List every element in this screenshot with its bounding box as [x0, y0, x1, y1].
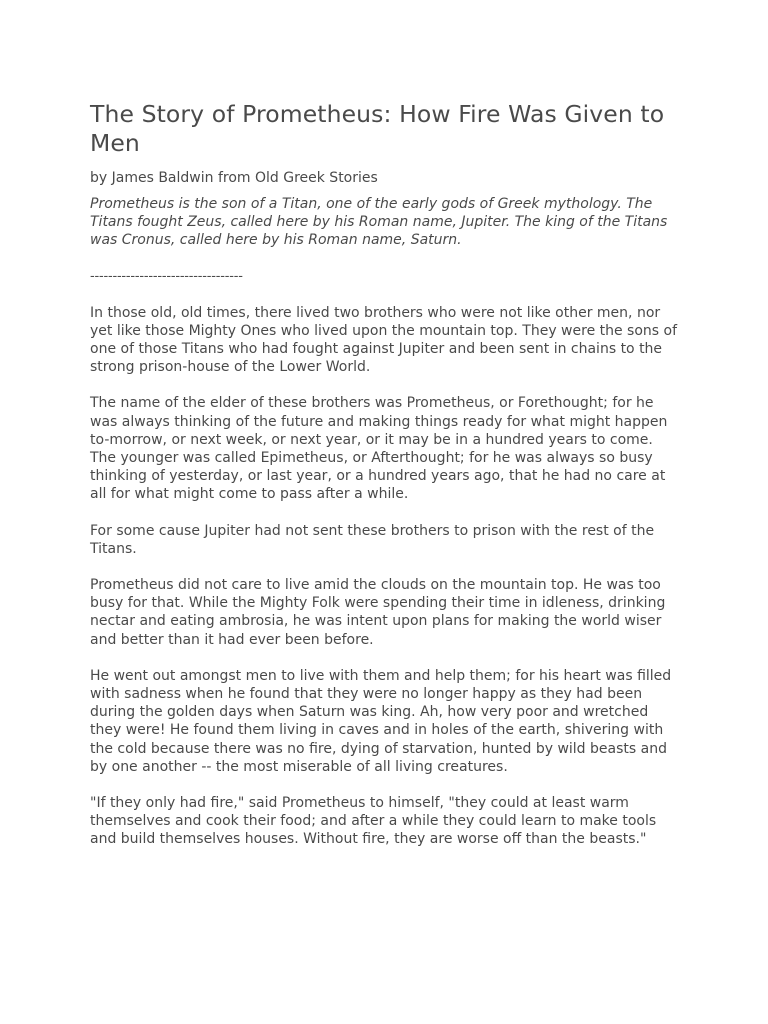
section-divider: ----------------------------------: [90, 268, 243, 284]
body-paragraph: "If they only had fire," said Prometheus to himself, "they could at least warm themselves and cook their food; and after a while they could learn to make tools and build themselves houses. Without fire, they are worse off than the beasts.": [90, 795, 657, 848]
body-paragraph: The name of the elder of these brothers was Prometheus, or Forethought; for he was always thinking of the future and making things ready for what might happen to-morrow, or next week, or next year, or it may be in a hundred years to come. The younger was called Epimetheus, or Afterthought; for he was always so busy thinking of yesterday, or last year, or a hundred years ago, that he had no care at all for what might come to pass after a while.: [90, 395, 668, 503]
body-paragraph: In those old, old times, there lived two brothers who were not like other men, nor yet like those Mighty Ones who lived upon the mountain top. They were the sons of one of those Titans who had fought against Jupiter and been sent in chains to the strong prison-house of the Lower World.: [90, 304, 678, 376]
intro-paragraph: Prometheus is the son of a Titan, one of the early gods of Greek mythology. The Titans fought Zeus, called here by his Roman name, Jupiter. The king of the Titans was Cronus, called here by his Roman name, Saturn.: [90, 196, 668, 249]
body-paragraph: He went out amongst men to live with them and help them; for his heart was filled with sadness when he found that they were no longer happy as they had been during the golden days when Saturn was king. Ah, how very poor and wretched they were! He found them living in caves and in holes of the earth, shivering with the cold because there was no fire, dying of starvation, hunted by wild beasts and by one another -- the most miserable of all living creatures.: [90, 667, 672, 775]
document-title: The Story of Prometheus: How Fire Was Given to Men: [90, 100, 665, 157]
body-paragraph: Prometheus did not care to live amid the clouds on the mountain top. He was too busy for that. While the Mighty Folk were spending their time in idleness, drinking nectar and eating ambrosia, he was intent upon plans for making the world wiser and better than it had ever been before.: [90, 577, 666, 648]
body-paragraph: For some cause Jupiter had not sent these brothers to prison with the rest of the Titans.: [90, 522, 655, 557]
byline: by James Baldwin from Old Greek Stories: [90, 170, 378, 186]
